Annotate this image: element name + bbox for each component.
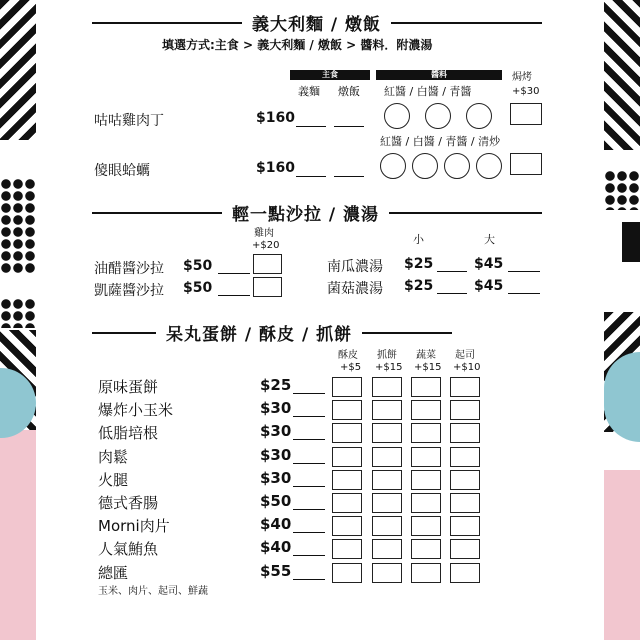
crepe-qty-blank[interactable] — [293, 439, 325, 440]
risotto-column-label: 燉飯 — [338, 85, 360, 98]
salad-qty-blank[interactable] — [218, 295, 250, 296]
decorative-stripes-top-right — [604, 0, 640, 150]
decorative-checker-right-cut2 — [604, 222, 622, 262]
pasta-section-title: 義大利麵 / 燉飯 — [252, 15, 382, 35]
soup-large-price: $45 — [474, 278, 504, 294]
salad-item-price: $50 — [183, 258, 213, 274]
option-price-pancake: +$15 — [375, 362, 403, 373]
crepe-option-checkbox[interactable] — [450, 377, 480, 397]
salad-item-name: 油醋醬沙拉 — [94, 261, 164, 277]
risotto-qty-blank[interactable] — [334, 126, 364, 127]
crepe-qty-blank[interactable] — [293, 486, 325, 487]
crepe-item-name: 德式香腸 — [98, 494, 159, 512]
crepe-option-checkbox[interactable] — [372, 516, 402, 536]
crepe-option-checkbox[interactable] — [450, 447, 480, 467]
pasta-section-heading — [92, 10, 542, 35]
salad-section-title: 輕一點沙拉 / 濃湯 — [232, 205, 380, 225]
risotto-qty-blank[interactable] — [334, 176, 364, 177]
stir-fry-circle[interactable] — [476, 153, 502, 179]
crepe-item-price: $40 — [260, 515, 292, 533]
green-sauce-circle[interactable] — [466, 103, 492, 129]
crepe-option-checkbox[interactable] — [372, 377, 402, 397]
heading-rule-right — [391, 22, 542, 24]
crepe-option-checkbox[interactable] — [332, 400, 362, 420]
salad-item-name: 凱薩醬沙拉 — [94, 283, 164, 299]
decorative-checker-right-cut — [622, 262, 640, 302]
pasta-qty-blank[interactable] — [296, 176, 326, 177]
baked-label: 焗烤 — [512, 72, 532, 83]
crepe-option-checkbox[interactable] — [450, 470, 480, 490]
decorative-dots-left — [0, 178, 36, 274]
crepe-item-name: 總匯 — [98, 564, 129, 582]
soup-large-qty-blank[interactable] — [508, 271, 540, 272]
pasta-column-label: 義麵 — [298, 85, 320, 98]
crepe-option-checkbox[interactable] — [450, 539, 480, 559]
crepe-item-name: 爆炸小玉米 — [98, 401, 174, 419]
soup-small-qty-blank[interactable] — [437, 271, 467, 272]
crepe-item-name: Morni肉片 — [98, 517, 170, 535]
red-sauce-circle[interactable] — [384, 103, 410, 129]
option-label-pancake: 抓餅 — [377, 350, 397, 361]
crepe-item-price: $25 — [260, 376, 292, 394]
option-price-pastry: +$5 — [340, 362, 362, 373]
crepe-option-checkbox[interactable] — [332, 539, 362, 559]
soup-small-qty-blank[interactable] — [437, 293, 467, 294]
crepe-item-name: 低脂培根 — [98, 424, 159, 442]
crepe-item-price: $30 — [260, 399, 292, 417]
crepe-option-checkbox[interactable] — [332, 516, 362, 536]
crepe-option-checkbox[interactable] — [332, 493, 362, 513]
pasta-qty-blank[interactable] — [296, 126, 326, 127]
menu-item-name: 傻眼蛤蠣 — [94, 163, 150, 179]
crepe-option-checkbox[interactable] — [411, 563, 441, 583]
crepe-qty-blank[interactable] — [293, 393, 325, 394]
crepe-option-checkbox[interactable] — [332, 447, 362, 467]
crepe-option-checkbox[interactable] — [332, 377, 362, 397]
heading-rule-right — [362, 332, 452, 334]
soup-large-label: 大 — [484, 233, 495, 246]
decorative-stripes-top-left — [0, 0, 36, 140]
crepe-qty-blank[interactable] — [293, 463, 325, 464]
heading-rule-left — [92, 332, 156, 334]
white-sauce-circle[interactable] — [425, 103, 451, 129]
crepe-item-price: $40 — [260, 538, 292, 556]
soup-small-label: 小 — [413, 233, 424, 246]
crepe-qty-blank[interactable] — [293, 509, 325, 510]
crepe-option-checkbox[interactable] — [332, 470, 362, 490]
crepe-option-checkbox[interactable] — [450, 423, 480, 443]
heading-rule-left — [92, 22, 242, 24]
option-label-cheese: 起司 — [455, 350, 475, 361]
crepe-option-checkbox[interactable] — [411, 423, 441, 443]
red-sauce-circle[interactable] — [380, 153, 406, 179]
heading-rule-right — [389, 212, 542, 214]
sauce-group-bar: 醬料 — [376, 70, 502, 80]
order-instruction: 填選方式:主食 > 義大利麵 / 燉飯 > 醬料．附濃湯 — [162, 38, 433, 52]
soup-item-name: 南瓜濃湯 — [327, 259, 383, 275]
menu-item-name: 咕咕雞肉丁 — [94, 113, 164, 129]
crepe-option-checkbox[interactable] — [450, 493, 480, 513]
soup-large-qty-blank[interactable] — [508, 293, 540, 294]
chicken-addon-checkbox[interactable] — [253, 277, 282, 297]
crepe-qty-blank[interactable] — [293, 532, 325, 533]
combo-ingredients-note: 玉米、肉片、起司、鮮蔬 — [98, 586, 208, 597]
decorative-pink-left — [0, 430, 36, 640]
baked-checkbox[interactable] — [510, 103, 542, 125]
baked-price: +$30 — [512, 86, 540, 97]
main-course-group-bar: 主食 — [290, 70, 370, 80]
crepe-option-checkbox[interactable] — [450, 516, 480, 536]
soup-small-price: $25 — [404, 256, 434, 272]
crepe-option-checkbox[interactable] — [372, 493, 402, 513]
menu-item-price: $160 — [256, 160, 295, 176]
salad-qty-blank[interactable] — [218, 273, 250, 274]
crepe-item-price: $30 — [260, 446, 292, 464]
white-sauce-circle[interactable] — [412, 153, 438, 179]
crepe-option-checkbox[interactable] — [411, 377, 441, 397]
crepe-option-checkbox[interactable] — [332, 563, 362, 583]
crepe-section-heading — [92, 320, 452, 345]
crepe-item-price: $30 — [260, 422, 292, 440]
crepe-qty-blank[interactable] — [293, 416, 325, 417]
crepe-item-name: 原味蛋餅 — [98, 378, 159, 396]
crepe-option-checkbox[interactable] — [411, 400, 441, 420]
decorative-pink-right — [604, 470, 640, 640]
crepe-option-checkbox[interactable] — [372, 447, 402, 467]
crepe-option-checkbox[interactable] — [372, 423, 402, 443]
crepe-option-checkbox[interactable] — [450, 563, 480, 583]
crepe-option-checkbox[interactable] — [411, 470, 441, 490]
crepe-option-checkbox[interactable] — [411, 539, 441, 559]
crepe-option-checkbox[interactable] — [372, 563, 402, 583]
salad-item-price: $50 — [183, 280, 213, 296]
crepe-qty-blank[interactable] — [293, 579, 325, 580]
chicken-addon-checkbox[interactable] — [253, 254, 282, 274]
decorative-dots-left-lower — [0, 298, 36, 328]
decorative-dots-right — [604, 170, 640, 210]
sauce-options-row1: 紅醬 / 白醬 / 青醬 — [384, 85, 472, 98]
crepe-qty-blank[interactable] — [293, 555, 325, 556]
crepe-item-price: $50 — [260, 492, 292, 510]
crepe-option-checkbox[interactable] — [372, 539, 402, 559]
menu-item-price: $160 — [256, 110, 295, 126]
option-label-pastry: 酥皮 — [338, 350, 358, 361]
crepe-option-checkbox[interactable] — [411, 493, 441, 513]
salad-section-heading — [92, 200, 542, 225]
crepe-item-name: 火腿 — [98, 471, 129, 489]
crepe-option-checkbox[interactable] — [450, 400, 480, 420]
option-label-vegetable: 蔬菜 — [416, 350, 436, 361]
crepe-item-name: 肉鬆 — [98, 448, 129, 466]
green-sauce-circle[interactable] — [444, 153, 470, 179]
crepe-option-checkbox[interactable] — [372, 400, 402, 420]
baked-checkbox[interactable] — [510, 153, 542, 175]
crepe-item-name: 人氣鮪魚 — [98, 540, 159, 558]
crepe-item-price: $55 — [260, 562, 292, 580]
heading-rule-left — [92, 212, 222, 214]
option-price-cheese: +$10 — [453, 362, 481, 373]
soup-small-price: $25 — [404, 278, 434, 294]
soup-large-price: $45 — [474, 256, 504, 272]
chicken-addon-price: +$20 — [252, 240, 280, 251]
crepe-option-checkbox[interactable] — [411, 447, 441, 467]
crepe-option-checkbox[interactable] — [372, 470, 402, 490]
option-price-vegetable: +$15 — [414, 362, 442, 373]
chicken-addon-label: 雞肉 — [254, 228, 274, 239]
crepe-option-checkbox[interactable] — [332, 423, 362, 443]
crepe-item-price: $30 — [260, 469, 292, 487]
crepe-section-title: 呆丸蛋餅 / 酥皮 / 抓餅 — [166, 325, 353, 345]
crepe-option-checkbox[interactable] — [411, 516, 441, 536]
sauce-options-row2: 紅醬 / 白醬 / 青醬 / 清炒 — [380, 135, 501, 148]
soup-item-name: 菌菇濃湯 — [327, 281, 383, 297]
